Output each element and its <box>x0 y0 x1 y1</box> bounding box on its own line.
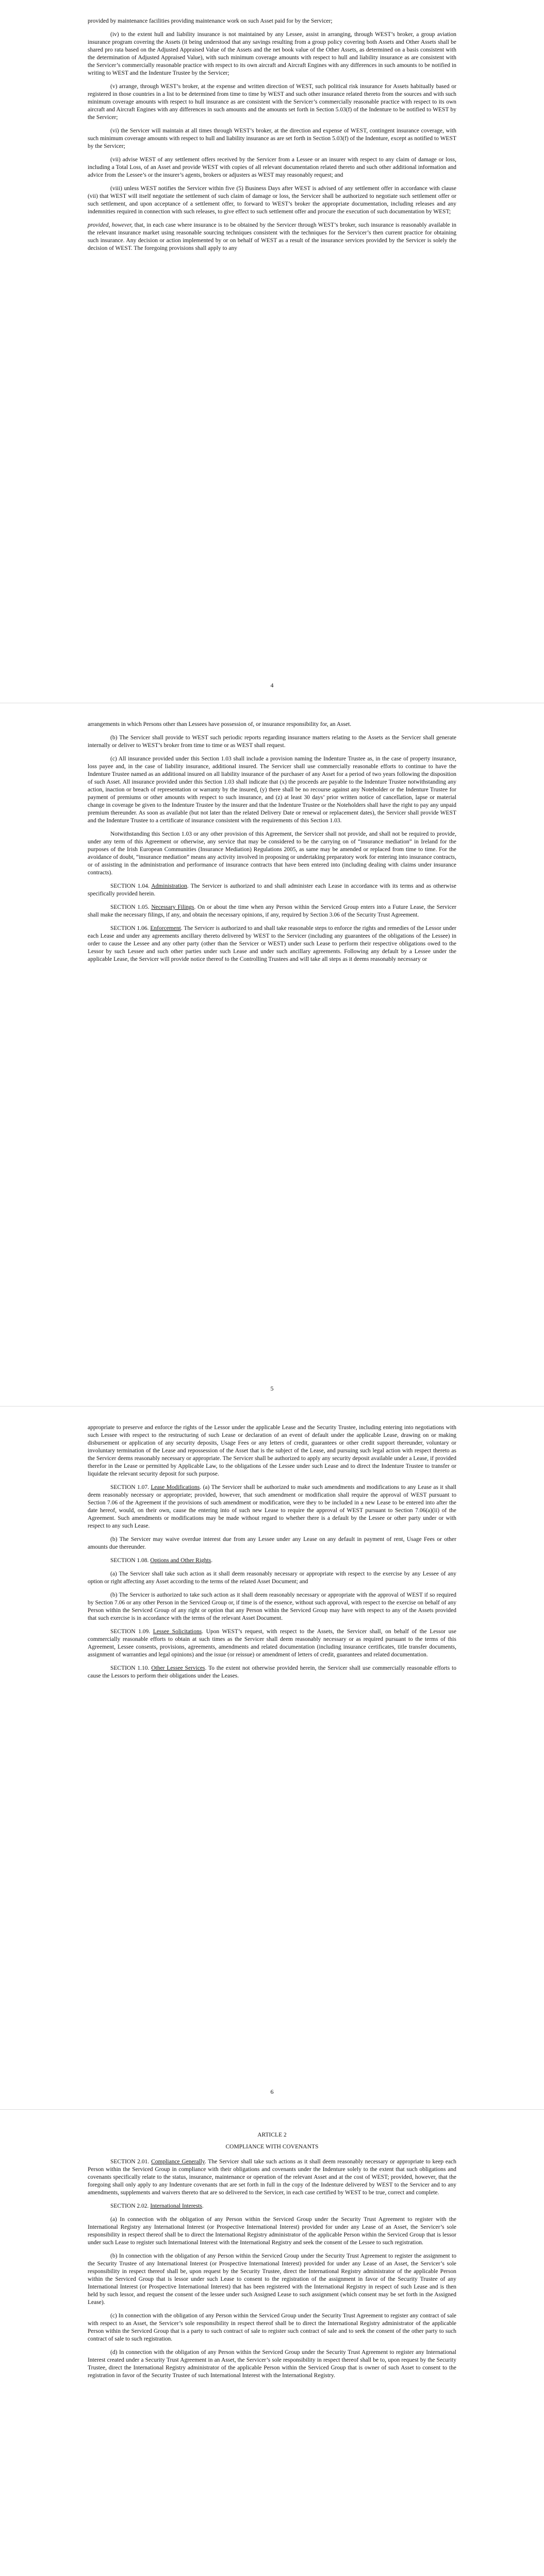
paragraph-text: . (a) The Servicer shall be authorized to make such amendments and modifications to any Lease as it shall deem reasonably necessary or appropriate; provided, however, that such amendment or modification shall require the approval of WEST pursuant to Section 7.06 of the Agreement if the provisions of such amendment or modification, were they to be included in a new Lease to be entered into after the date hereof, would, on their own, cause the entering into of such new Lease to require the approval of WEST pursuant to Section 7.06(a)(ii) of the Agreement. Such amendments or modifications may be made without regard to whether there is a default by the Lessee or other party under or with respect to any such Lease. <box>88 1484 456 1529</box>
document-page <box>0 1406 544 2110</box>
paragraph: (d) In connection with the obligation of any Person within the Serviced Group under the Security Trust Agreement to register any International Interest created under a Security Trust Agreement in an Asset, the Servicer’s sole responsibility in respect thereof shall be to, upon request by the Security Trustee, direct the International Registry administrator of the applicable Person within the Serviced Group that is owner of such Asset to consent to the registration in favor of the Security Trustee of such International Interest with the International Registry. <box>88 2349 456 2379</box>
paragraph-text: . The Servicer is authorized to and shall administer each Lease in accordance with its terms and as otherwise specifically provided herein. <box>88 883 456 897</box>
section-paragraph <box>88 883 456 898</box>
paragraph-text: . <box>202 2203 204 2209</box>
paragraph-text: . <box>211 1557 213 1564</box>
section-title: Lessee Solicitations <box>153 1629 202 1635</box>
paragraph: (b) The Servicer may waive overdue interest due from any Lessee under any Lease on any default in payment of rent, Usage Fees or other amounts due thereunder. <box>88 1536 456 1550</box>
paragraph: (vi) the Servicer will maintain at all times through WEST’s broker, at the direction and expense of WEST, contingent insurance coverage, with such minimum coverage amounts with respect to hull and liability insurance as are set forth in Section 5.03(f) of the Indenture, except as notified to WEST by the Servicer; <box>88 128 456 149</box>
section-title: Other Lessee Services <box>151 1665 205 1671</box>
section-paragraph <box>88 1484 456 1530</box>
paragraph-text: . The Servicer is authorized to and shall take reasonable steps to enforce the rights and remedies of the Lessor under each Lease and under any agreements ancillary thereto delivered by WEST to the Servicer (including any guarantees of the obligations of the Lessee) in order to cause the Lessee and any other party (other than the Servicer or WEST) under such Lease to perform their respective obligations owed to the Lessor by such Lessee and such other parties under such Lease and under such ancillary agreements. Following any default by a Lessee under the applicable Lease, the Servicer will provide notice thereof to the Controlling Trustees and will take all steps as it deems reasonably necessary or <box>88 925 457 962</box>
document-page <box>0 0 544 703</box>
document-page <box>0 2110 544 2576</box>
section-label: SECTION 1.06. <box>110 925 149 931</box>
paragraph-text: that, in each case where insurance is to be obtained by the Servicer through WEST’s broker, such insurance is reasonably available in the relevant insurance market using reasonable sourcing techniques consistent with the techniques for the Servicer’s then current practice for obtaining such insurance. Any decision or action implemented by or on behalf of WEST as a result of the insurance services provided by the Servicer is solely the decision of WEST. The foregoing provisions shall apply to any <box>88 222 456 251</box>
section-title: Necessary Filings <box>151 904 194 910</box>
section-label: SECTION 1.05. <box>110 904 150 910</box>
section-paragraph <box>88 925 456 963</box>
document-page <box>0 703 544 1406</box>
paragraph <box>88 222 456 252</box>
paragraph-text: . On or about the time when any Person within the Serviced Group enters into a Future Lease, the Servicer shall make the necessary filings, if any, and obtain the necessary opinions, if any, required by Section 3.06 of the Security Trust Agreement. <box>88 904 457 918</box>
section-paragraph <box>88 2158 456 2197</box>
paragraph: (vii) advise WEST of any settlement offers received by the Servicer from a Lessee or an insurer with respect to any claim of damage or loss, including a Total Loss, of an Asset and provide WEST with copies of all relevant documentation related thereto and such other additional information and advice from the Lessee’s or the insurer’s agents, brokers or adjusters as WEST may reasonably request; and <box>88 157 456 178</box>
section-title: Compliance Generally <box>151 2159 205 2165</box>
page-number: 5 <box>270 1385 274 1392</box>
paragraph: (a) The Servicer shall take such action as it shall deem reasonably necessary or appropriate with respect to the exercise by any Lessee of any option or right affecting any Asset according to the terms of the related Asset Document; and <box>88 1571 456 1585</box>
section-title: Options and Other Rights <box>150 1557 211 1564</box>
section-label: SECTION 2.01. <box>110 2159 150 2165</box>
section-label: SECTION 1.09. <box>110 1629 151 1635</box>
paragraph: (a) In connection with the obligation of any Person within the Serviced Group under the Security Trust Agreement to register with the International Registry any International Interest (or Prospective International Interest) provided for under any Lease of an Asset, the Servicer’s sole responsibility in respect thereof shall be to direct the International Registry administrator of the applicable Person within the Serviced Group that is lessor under such Lease to register such International Interest with the International Registry and seek the consent of the Lessee to such registration. <box>88 2216 456 2246</box>
paragraph: (v) arrange, through WEST’s broker, at the expense and written direction of WEST, such political risk insurance for Assets habitually based or registered in those countries in a list to be determined from time to time by WEST and such other insurance related thereto from the sources and with such minimum coverage amounts with respect to hull insurance as are consistent with the Servicer’s commercially reasonable practice with respect to its own aircraft and Aircraft Engines with any differences in such amounts and the amounts set forth in Section 5.03(f) of the Indenture to be notified to WEST by the Servicer; <box>88 83 456 121</box>
emphasis: provided, however, <box>88 222 133 228</box>
page-number: 6 <box>270 2088 274 2095</box>
paragraph-text: . The Servicer shall take such actions as it shall deem reasonably necessary or appropriate to keep each Person within the Serviced Group in compliance with their obligations and covenants under the Indenture solely to the extent that such obligations and covenants specifically relate to the status, insurance, maintenance or operation of the relevant Asset and at the cost of WEST; provided, however, that the foregoing shall only apply to any Indenture covenants that are set forth in full in the copy of the Indenture delivered by WEST to the Servicer and to any amendments, supplements and waivers thereto that are so delivered to the Servicer, in each case certified by WEST to be true, correct and complete. <box>88 2159 456 2196</box>
paragraph: (b) In connection with the obligation of any Person within the Serviced Group under the Security Trust Agreement to register the assignment to the Security Trustee of any International Interest (or Prospective International Interest) provided for under any Lease of an Asset, the Servicer’s sole responsibility in respect thereof shall be, upon request by the Security Trustee, direct the International Registry administrator of the applicable Person within the Serviced Group that is lessor under such Lease to consent to the registration of the assignment in favor of the Security Trustee of any International Interest (or Prospective International Interest) that has been registered with the International Registry in respect of such Lease and is then held by such lessor, and request the consent of the lessee under such Assigned Lease to such assignment (which consent may be set forth in the Assigned Lease). <box>88 2253 456 2306</box>
page-number: 4 <box>270 682 274 689</box>
section-title: Lease Modifications <box>151 1484 200 1490</box>
section-label: SECTION 1.04. <box>110 883 150 889</box>
article-title: COMPLIANCE WITH COVENANTS <box>225 2144 319 2150</box>
paragraph: Notwithstanding this Section 1.03 or any other provision of this Agreement, the Servicer shall not provide, and shall not be required to provide, under any term of this Agreement or otherwise, any service that may be considered to be the carrying on of “insurance mediation” in Ireland for the purposes of the Irish European Communities (Insurance Mediation) Regulations 2005, as same may be amended or replaced from time to time. For the avoidance of doubt, “insurance mediation” means any activity involved in proposing or undertaking preparatory work for entering into insurance contracts, or of assisting in the administration and performance of insurance contracts that have been entered into (including dealing with claims under insurance contracts). <box>88 831 456 876</box>
paragraph: (c) In connection with the obligation of any Person within the Serviced Group under the Security Trust Agreement to register any contract of sale with respect to an Asset, the Servicer’s sole responsibility in respect thereof shall be to direct the International Registry administrator of the applicable Person within the Serviced Group that is a party to such contract of sale to register such contract of sale and to seek the consent of the other party to such contract of sale to such registration. <box>88 2313 456 2342</box>
paragraph: (b) The Servicer is authorized to take such action as it shall deem reasonably necessary or appropriate with the approval of WEST if so required by Section 7.06 or any other Person in the Serviced Group or, if time is of the essence, without such approval, with respect to the exercise on behalf of any Person within the Serviced Group of any right or option that any Person within the Serviced Group may have with respect to any of the Assets provided that such exercise is in accordance with the terms of the relevant Asset Document. <box>88 1592 456 1621</box>
section-paragraph <box>88 1557 456 1565</box>
section-paragraph <box>88 1665 456 1680</box>
paragraph: provided by maintenance facilities providing maintenance work on such Asset paid for by the Servicer; <box>88 18 333 24</box>
paragraph: (b) The Servicer shall provide to WEST such periodic reports regarding insurance matters relating to the Assets as the Servicer shall generate internally or deliver to WEST’s broker from time to time or as WEST shall request. <box>88 735 456 749</box>
paragraph: (viii) unless WEST notifies the Servicer within five (5) Business Days after WEST is advised of any settlement offer in accordance with clause (vii) that WEST will itself negotiate the settlement of such claim of damage or loss, the Servicer shall be authorized to negotiate such settlement offer or such settlement, and upon acceptance of a settlement offer, to forward to WEST’s broker the appropriate documentation, including releases and any indemnities required in connection with such releases, to give effect to such settlement offer and procure the execution of such documentation by WEST; <box>88 185 456 215</box>
section-label: SECTION 1.07. <box>110 1484 150 1490</box>
paragraph-text: . To the extent not otherwise provided herein, the Servicer shall use commercially reasonable efforts to cause the Lessors to perform their obligations under the Leases. <box>88 1665 456 1679</box>
section-title: Administration <box>151 883 187 889</box>
paragraph: (c) All insurance provided under this Section 1.03 shall include a provision naming the Indenture Trustee as, in the case of property insurance, loss payee and, in the case of liability insurance, additional insured. The Servicer shall use commercially reasonable efforts to continue to have the Indenture Trustee named as an additional insured on all liability insurance of the purchaser of any Asset for a period of two years following the disposition of such Asset. All insurance provided under this Section 1.03 shall indicate that (x) the proceeds are payable to the Indenture Trustee notwithstanding any action, inaction or breach of representation or warranty by the insured, (y) there shall be no recourse against any Noteholder or the Indenture Trustee for payment of premiums or other amounts with respect to such insurance, and (z) at least 30 days’ prior written notice of cancellation, lapse or material change in coverage be given to the Indenture Trustee by the insurer and that the Indenture Trustee or the Noteholders shall have the right to pay any unpaid premium thereunder. As soon as available (but not later than the related Delivery Date or renewal or replacement dates), the Servicer shall provide WEST and the Indenture Trustee to a certificate of insurance consistent with the requirements of this Section 1.03. <box>88 756 456 824</box>
section-label: SECTION 1.10. <box>110 1665 150 1671</box>
section-paragraph <box>88 1628 456 1659</box>
paragraph-text: . Upon WEST’s request, with respect to the Assets, the Servicer shall, on behalf of the Lessor use commercially reasonable efforts to obtain at such times as the Servicer shall deem reasonably necessary or as required pursuant to the terms of this Agreement, Lessee consents, provisions, agreements, amendments and related documentation (including insurance certificates, title transfer documents, assignment of warranties and legal opinions) and the issue (or reissue) or amendment of letters of credit, guarantees and related documentation. <box>88 1629 456 1658</box>
section-paragraph <box>88 2202 456 2210</box>
article-heading: ARTICLE 2 <box>257 2132 287 2138</box>
section-title: Enforcement <box>150 925 181 931</box>
paragraph: appropriate to preserve and enforce the rights of the Lessor under the applicable Lease and the Security Trustee, including entering into negotiations with such Lessee with respect to the restructuring of such Lease or declaration of an event of default under the applicable Lease, drawing on or making disbursement or application of any security deposits, Usage Fees or any letters of credit, guarantees or other credit support thereunder, voluntary or involuntary termination of the Lease and repossession of the Asset that is the subject of the Lease, and pursuing such legal action with respect thereto as the Servicer deems reasonably necessary or appropriate. The Servicer shall be authorized to apply any security deposit available under a Lease, if provided therefor in the Lease or permitted by Applicable Law, to the obligations of the Lessee under such Lease and to direct the Indenture Trustee to transfer or liquidate the relevant security deposit for such purpose. <box>88 1425 456 1477</box>
section-label: SECTION 2.02. <box>110 2203 149 2209</box>
paragraph: arrangements in which Persons other than Lessees have possession of, or insurance responsibility for, an Asset. <box>88 721 352 727</box>
paragraph: (iv) to the extent hull and liability insurance is not maintained by any Lessee, assist in arranging, through WEST’s broker, a group aviation insurance program covering the Assets (it being understood that any savings resulting from a group policy covering both Assets and Other Assets shall be shared pro rata based on the Adjusted Appraised Value of the Assets and the net book value of the Other Assets, as determined on a basis consistent with the determination of Adjusted Appraised Value), with such minimum coverage amounts with respect to hull and liability insurance as are consistent with the Servicer’s commercially reasonable practice with respect to its own aircraft and Aircraft Engines with any differences in such amounts to be notified in writing to WEST and the Indenture Trustee by the Servicer; <box>88 31 456 76</box>
section-paragraph <box>88 904 456 919</box>
section-label: SECTION 1.08. <box>110 1557 149 1564</box>
section-title: International Interests <box>150 2203 202 2209</box>
